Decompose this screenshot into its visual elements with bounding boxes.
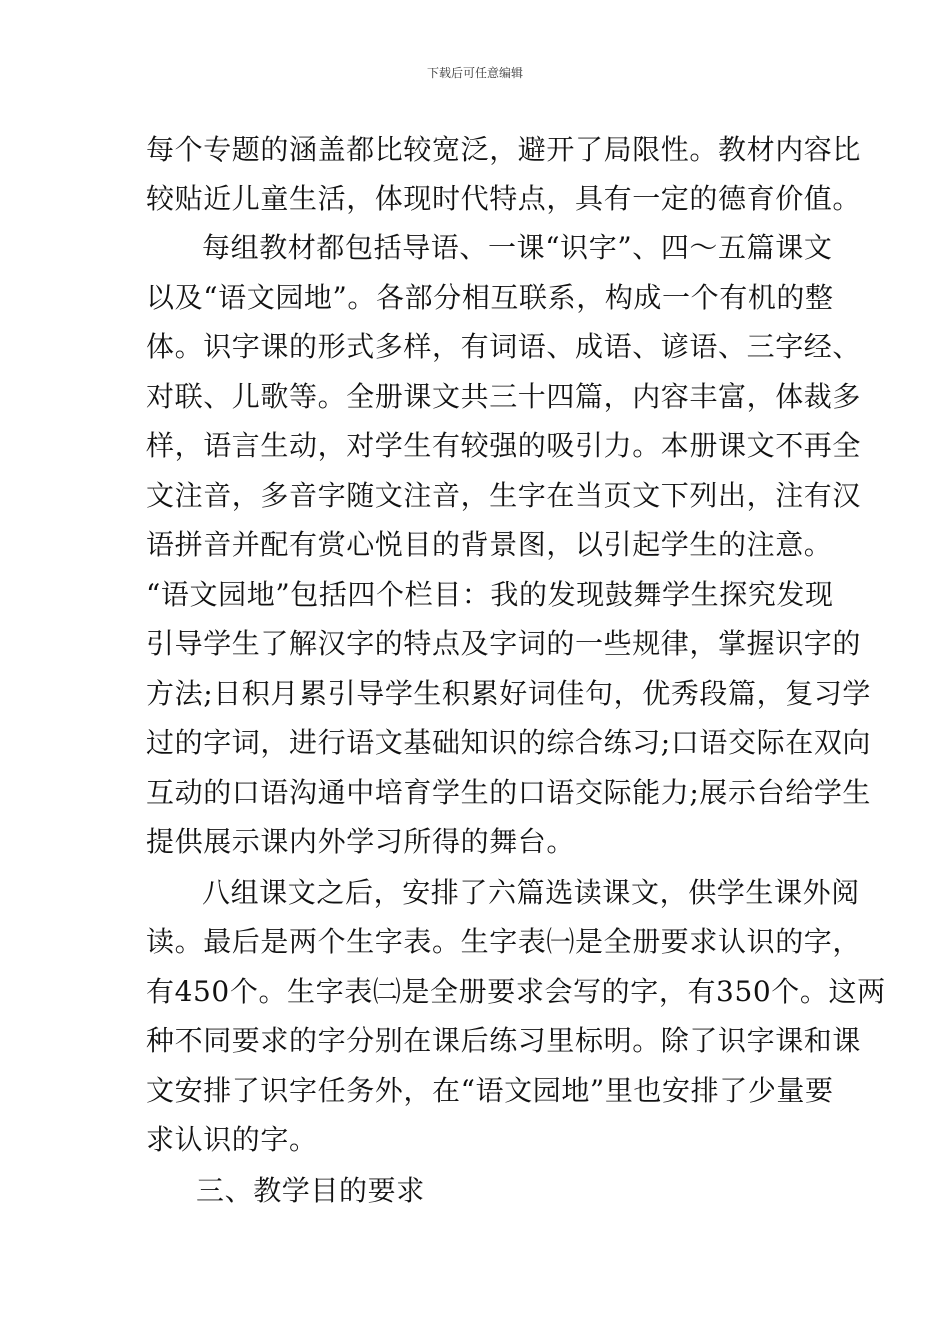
text-line: 文安排了识字任务外，在“语文园地”里也安排了少量要	[146, 1074, 834, 1107]
section-heading: 三、教学目的要求	[196, 1174, 425, 1207]
text-line: 互动的口语沟通中培育学生的口语交际能力;展示台给学生	[146, 776, 872, 809]
text-line: “语文园地”包括四个栏目：我的发现鼓舞学生探究发现	[146, 578, 834, 611]
paragraph-start-line: 八组课文之后，安排了六篇选读课文，供学生课外阅	[202, 876, 860, 909]
paragraph-start-line: 每组教材都包括导语、一课“识字”、四～五篇课文	[202, 231, 833, 264]
text-line: 求认识的字。	[146, 1123, 318, 1156]
text-line: 方法;日积月累引导学生积累好词佳句，优秀段篇，复习学	[146, 677, 872, 710]
text-line: 对联、儿歌等。全册课文共三十四篇，内容丰富，体裁多	[146, 380, 862, 413]
text-line: 体。识字课的形式多样，有词语、成语、谚语、三字经、	[146, 330, 862, 363]
text-line: 样，语言生动，对学生有较强的吸引力。本册课文不再全	[146, 429, 862, 462]
text-line: 种不同要求的字分别在课后练习里标明。除了识字课和课	[146, 1024, 862, 1057]
text-line: 读。最后是两个生字表。生字表㈠是全册要求认识的字，	[146, 925, 862, 958]
page-header: 下载后可任意编辑	[426, 66, 523, 80]
text-line: 较贴近儿童生活，体现时代特点，具有一定的德育价值。	[146, 182, 862, 215]
text-line: 以及“语文园地”。各部分相互联系，构成一个有机的整	[146, 281, 834, 314]
text-line: 有450个。生字表㈡是全册要求会写的字，有350个。这两	[146, 975, 886, 1008]
text-line: 语拼音并配有赏心悦目的背景图，以引起学生的注意。	[146, 528, 833, 561]
text-line: 引导学生了解汉字的特点及字词的一些规律，掌握识字的	[146, 627, 862, 660]
text-line: 文注音，多音字随文注音，生字在当页文下列出，注有汉	[146, 479, 862, 512]
text-line: 提供展示课内外学习所得的舞台。	[146, 825, 576, 858]
text-line: 过的字词，进行语文基础知识的综合练习;口语交际在双向	[146, 726, 872, 759]
text-line: 每个专题的涵盖都比较宽泛，避开了局限性。教材内容比	[146, 133, 862, 166]
